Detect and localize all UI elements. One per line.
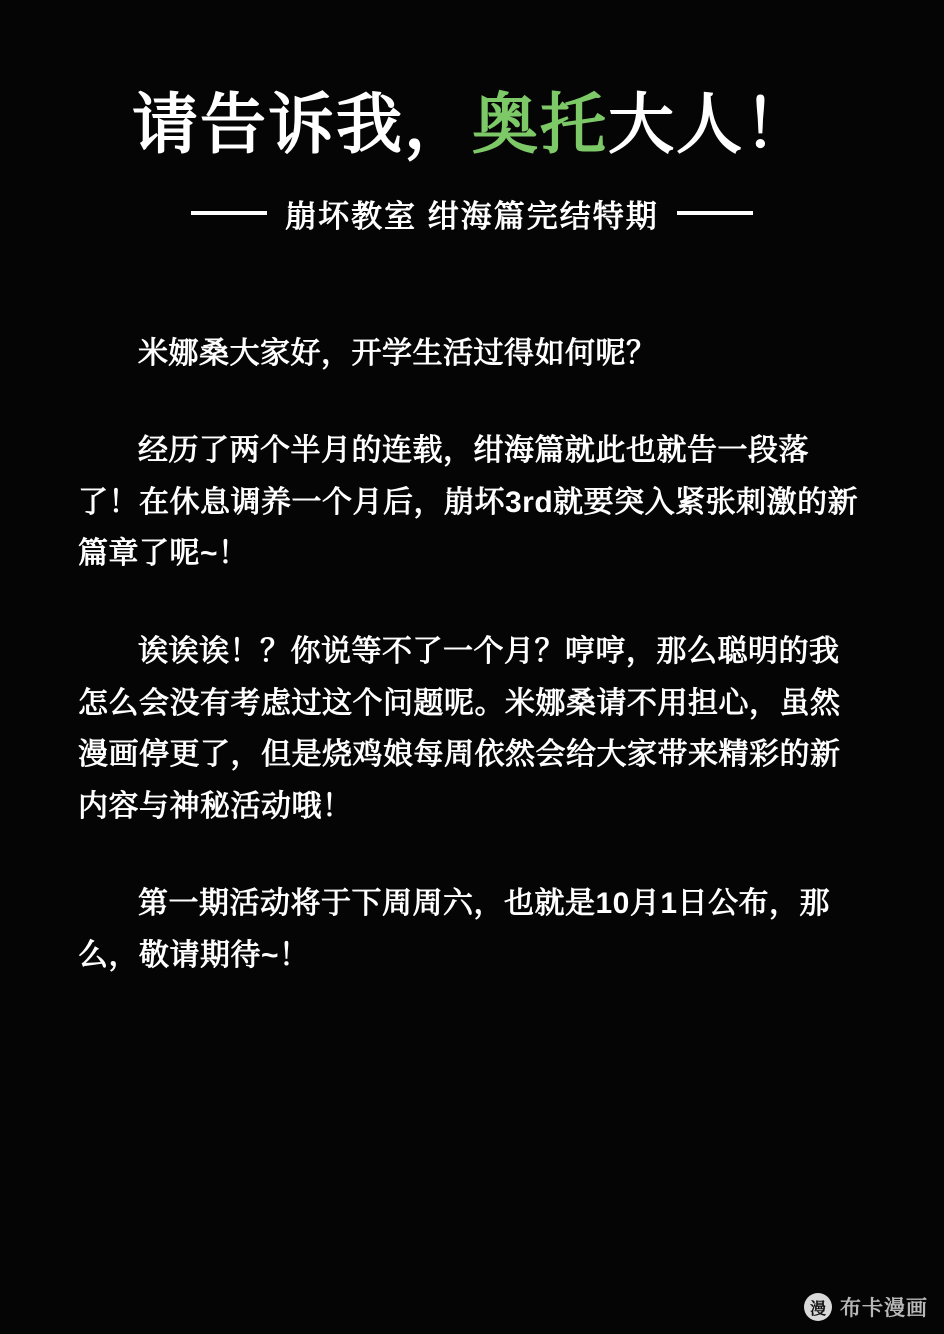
paragraph-2: 经历了两个半月的连载，绀海篇就此也就告一段落了！在休息调养一个月后，崩坏3rd就要突入紧张刺激的新篇章了呢~！: [78, 434, 859, 571]
watermark-logo-icon: 漫: [804, 1293, 832, 1321]
divider-right: [677, 211, 753, 215]
title-block: [0, 0, 944, 236]
body-copy: [0, 328, 944, 982]
title-segment-1: 请告诉我，: [132, 87, 472, 161]
title-segment-exclamation: ！: [744, 87, 812, 161]
page-subtitle: 崩坏教室 绀海篇完结特期: [285, 198, 659, 234]
paragraph-1: 米娜桑大家好，开学生活过得如何呢？: [138, 336, 657, 370]
watermark-label: 布卡漫画: [840, 1297, 928, 1320]
paragraph-3: 诶诶诶！？你说等不了一个月？哼哼，那么聪明的我怎么会没有考虑过这个问题呢。米娜桑请不用担心，虽然漫画停更了，但是烧鸡娘每周依然会给大家带来精彩的新内容与神秘活动哦！: [78, 634, 841, 823]
watermark: [804, 1292, 928, 1322]
page-title: [0, 88, 944, 161]
subtitle-row: [0, 191, 944, 236]
title-segment-accent: 奥托: [472, 87, 608, 161]
paragraph-4: 第一期活动将于下周周六，也就是10月1日公布，那么，敬请期待~！: [78, 887, 831, 972]
divider-left: [191, 211, 267, 215]
title-segment-3: 大人: [608, 87, 744, 161]
